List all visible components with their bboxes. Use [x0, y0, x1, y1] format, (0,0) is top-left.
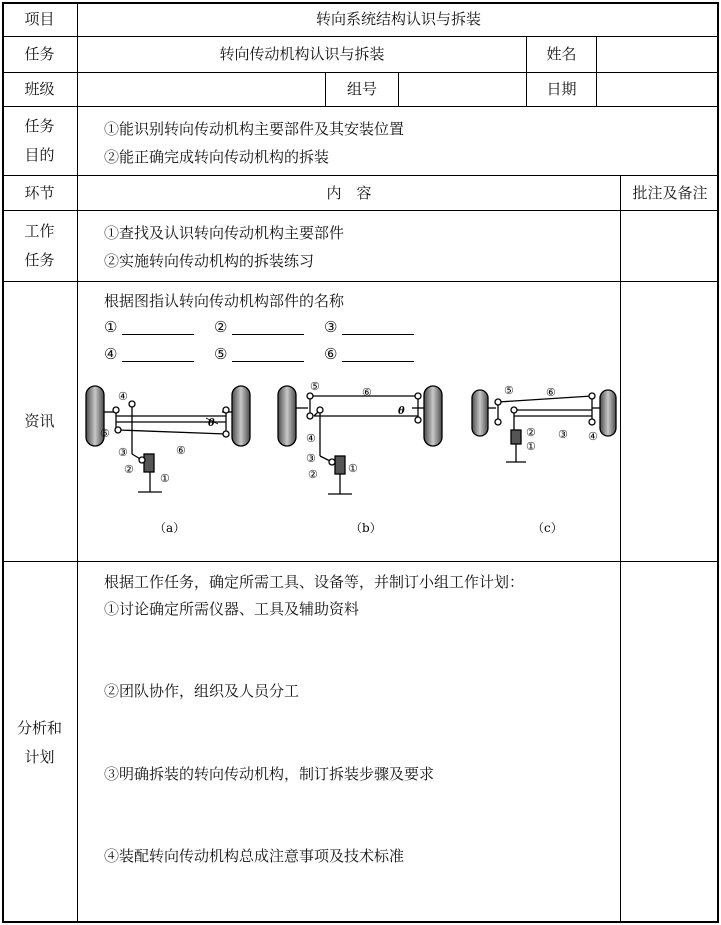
- answer-blank-5[interactable]: [232, 361, 304, 362]
- row-divider: [2, 281, 719, 282]
- marker-2-b: ②: [308, 468, 318, 481]
- class-label: 班级: [24, 80, 55, 98]
- purpose-item-1: ①能识别转向传动机构主要部件及其安装位置: [104, 120, 405, 138]
- diagram-a: [86, 386, 250, 535]
- answer-blank-6[interactable]: [342, 361, 414, 362]
- name-field[interactable]: [597, 37, 719, 72]
- blank-marker-5: ⑤: [214, 345, 228, 363]
- answer-blank-3[interactable]: [342, 334, 414, 335]
- purpose-label-line1: 任务: [24, 117, 55, 135]
- marker-3-b: ③: [306, 452, 316, 465]
- project-value: 转向系统结构认识与拆装: [315, 9, 481, 28]
- blank-marker-4: ④: [104, 345, 118, 363]
- notes-header: 批注及备注: [632, 183, 708, 202]
- marker-2-c: ②: [526, 426, 536, 439]
- analysis-intro: 根据工作任务，确定所需工具、设备等，并制订小组工作计划：: [104, 573, 525, 591]
- work-task-item-2: ②实施转向传动机构的拆装练习: [104, 252, 315, 270]
- caption-c: （c）: [532, 521, 563, 535]
- work-task-label-line2: 任务: [24, 251, 55, 269]
- row-divider: [2, 106, 719, 107]
- diagram-c: [472, 384, 616, 535]
- row-divider: [2, 561, 719, 562]
- caption-a: （a）: [154, 521, 186, 535]
- column-divider: [77, 2, 78, 923]
- work-task-label-line1: 工作: [24, 222, 55, 240]
- project-label: 项目: [24, 9, 55, 28]
- content-header: 内 容: [326, 183, 372, 202]
- marker-2-a: ②: [124, 463, 134, 476]
- purpose-label-line2: 目的: [24, 146, 55, 164]
- blank-marker-3: ③: [324, 318, 338, 336]
- wheel-left-c: [472, 390, 488, 436]
- name-label: 姓名: [546, 45, 577, 63]
- section-header: 环节: [24, 183, 55, 202]
- steering-gear: [144, 454, 154, 472]
- answer-blank-1[interactable]: [122, 334, 194, 335]
- purpose-item-2: ②能正确完成转向传动机构的拆装: [104, 148, 330, 166]
- row-divider: [2, 210, 719, 211]
- date-field[interactable]: [597, 73, 719, 106]
- analysis-step-4: ④装配转向传动机构总成注意事项及技术标准: [104, 847, 405, 865]
- marker-6-b: ⑥: [362, 386, 372, 399]
- diagram-b: [278, 380, 442, 535]
- date-label: 日期: [546, 80, 577, 98]
- work-task-item-1: ①查找及认识转向传动机构主要部件: [104, 224, 345, 242]
- marker-3-c: ③: [558, 428, 568, 441]
- analysis-label-line1: 分析和: [16, 718, 62, 737]
- marker-6-c: ⑥: [546, 386, 556, 399]
- task-label: 任务: [24, 45, 55, 63]
- class-field[interactable]: [78, 73, 325, 106]
- analysis-label-line2: 计划: [24, 747, 55, 766]
- analysis-step-3: ③明确拆装的转向传动机构，制订拆装步骤及要求: [104, 765, 435, 783]
- theta-label-b: θ: [398, 406, 405, 417]
- tie-rod: [118, 430, 226, 434]
- info-label: 资讯: [24, 412, 55, 430]
- purpose-label: [2, 107, 77, 175]
- steering-linkage-diagram: [80, 374, 620, 544]
- work-task-label: [2, 211, 77, 281]
- group-field[interactable]: [399, 73, 526, 106]
- blank-marker-6: ⑥: [324, 345, 338, 363]
- column-divider: [620, 175, 621, 923]
- marker-5-b: ⑤: [310, 380, 320, 393]
- wheel-left-b: [278, 386, 296, 446]
- marker-4-c: ④: [588, 430, 598, 443]
- analysis-step-2: ②团队协作，组织及人员分工: [104, 682, 300, 700]
- wheel-right-a: [232, 386, 250, 446]
- theta-label-a: θ: [208, 418, 215, 429]
- task-value: 转向传动机构认识与拆装: [219, 45, 385, 63]
- marker-1-a: ①: [160, 472, 170, 485]
- wheel-right-b: [424, 386, 442, 446]
- analysis-step-1: ①讨论确定所需仪器、工具及辅助资料: [104, 600, 360, 618]
- caption-b: （b）: [350, 521, 382, 535]
- marker-5-a: ⑤: [100, 427, 110, 440]
- marker-5-c: ⑤: [504, 384, 514, 397]
- steering-gear: [511, 430, 521, 444]
- marker-4-a: ④: [118, 390, 128, 403]
- wheel-right-c: [600, 390, 616, 436]
- marker-4-b: ④: [306, 432, 316, 445]
- answer-blank-2[interactable]: [232, 334, 304, 335]
- marker-3-a: ③: [118, 446, 128, 459]
- answer-blank-4[interactable]: [122, 361, 194, 362]
- steering-gear: [335, 456, 345, 474]
- blank-marker-2: ②: [214, 318, 228, 336]
- marker-6-a: ⑥: [176, 444, 186, 457]
- info-instruction: 根据图指认转向传动机构部件的名称: [104, 292, 345, 310]
- group-label: 组号: [346, 80, 377, 98]
- analysis-label: [2, 562, 77, 923]
- blank-marker-1: ①: [104, 318, 118, 336]
- marker-1-c: ①: [526, 440, 536, 453]
- marker-1-b: ①: [348, 462, 358, 475]
